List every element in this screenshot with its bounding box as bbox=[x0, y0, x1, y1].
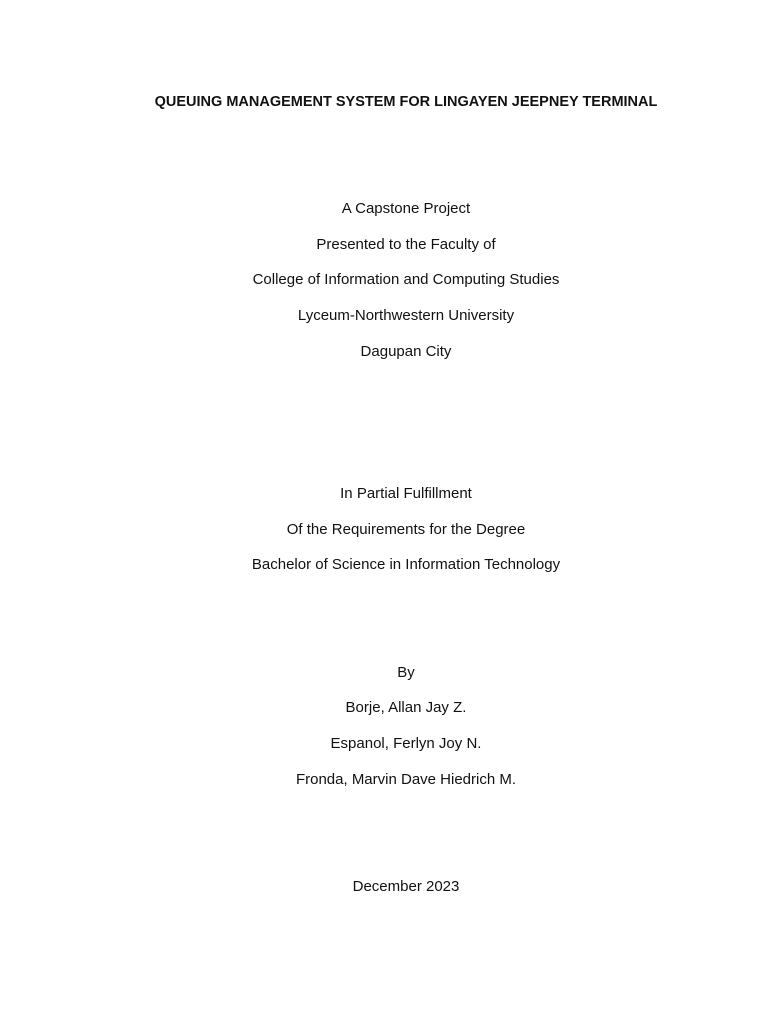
submission-date: December 2023 bbox=[352, 878, 460, 895]
partial-fulfillment-label: In Partial Fulfillment bbox=[340, 485, 472, 502]
by-label: By bbox=[397, 664, 415, 681]
document-title: QUEUING MANAGEMENT SYSTEM FOR LINGAYEN JEEPNEY TERMINAL bbox=[154, 94, 658, 110]
requirements-label: Of the Requirements for the Degree bbox=[286, 521, 526, 538]
degree-name: Bachelor of Science in Information Technology bbox=[251, 556, 561, 573]
author-name: Espanol, Ferlyn Joy N. bbox=[330, 735, 482, 752]
college-name: College of Information and Computing Studies bbox=[252, 271, 560, 288]
presented-to-label: Presented to the Faculty of bbox=[316, 236, 496, 253]
author-name: Borje, Allan Jay Z. bbox=[345, 699, 467, 716]
university-name: Lyceum-Northwestern University bbox=[297, 307, 515, 324]
author-name: Fronda, Marvin Dave Hiedrich M. bbox=[295, 771, 517, 788]
city-name: Dagupan City bbox=[360, 343, 452, 360]
capstone-label: A Capstone Project bbox=[341, 200, 471, 217]
